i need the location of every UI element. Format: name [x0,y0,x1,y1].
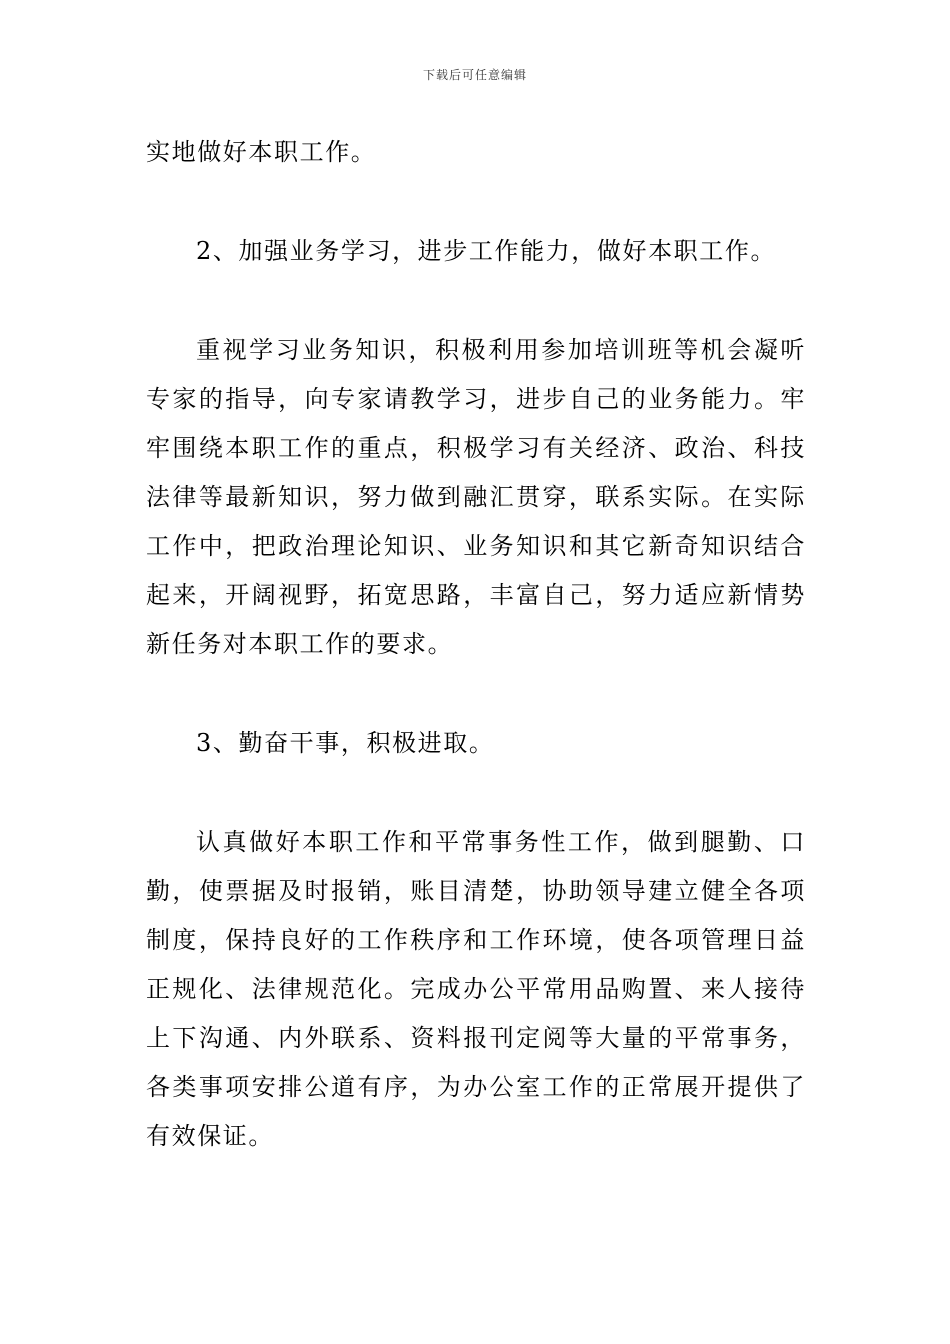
paragraph-business-study: 重视学习业务知识，积极利用参加培训班等机会凝听专家的指导，向专家请教学习，进步自己的业务能力。牢牢围绕本职工作的重点，积极学习有关经济、政治、科技法律等最新知识，努力做到融汇贯穿，联系实际。在实际工作中，把政治理论知识、业务知识和其它新奇知识结合起来，开阔视野，拓宽思路，丰富自己，努力适应新情势新任务对本职工作的要求。 [146,336,806,658]
document-body [146,128,806,1161]
paragraph-daily-affairs: 认真做好本职工作和平常事务性工作，做到腿勤、口勤，使票据及时报销，账目清楚，协助领导建立健全各项制度，保持良好的工作秩序和工作环境，使各项管理日益正规化、法律规范化。完成办公平常用品购置、来人接待上下沟通、内外联系、资料报刊定阅等大量的平常事务，各类事项安排公道有序，为办公室工作的正常展开提供了有效保证。 [146,828,806,1150]
section-heading-2: 2、加强业务学习，进步工作能力，做好本职工作。 [196,237,777,265]
section-heading-3: 3、勤奋干事，积极进取。 [196,729,495,757]
page-header: 下载后可任意编辑 [422,68,527,82]
paragraph-continuation: 实地做好本职工作。 [146,138,377,166]
